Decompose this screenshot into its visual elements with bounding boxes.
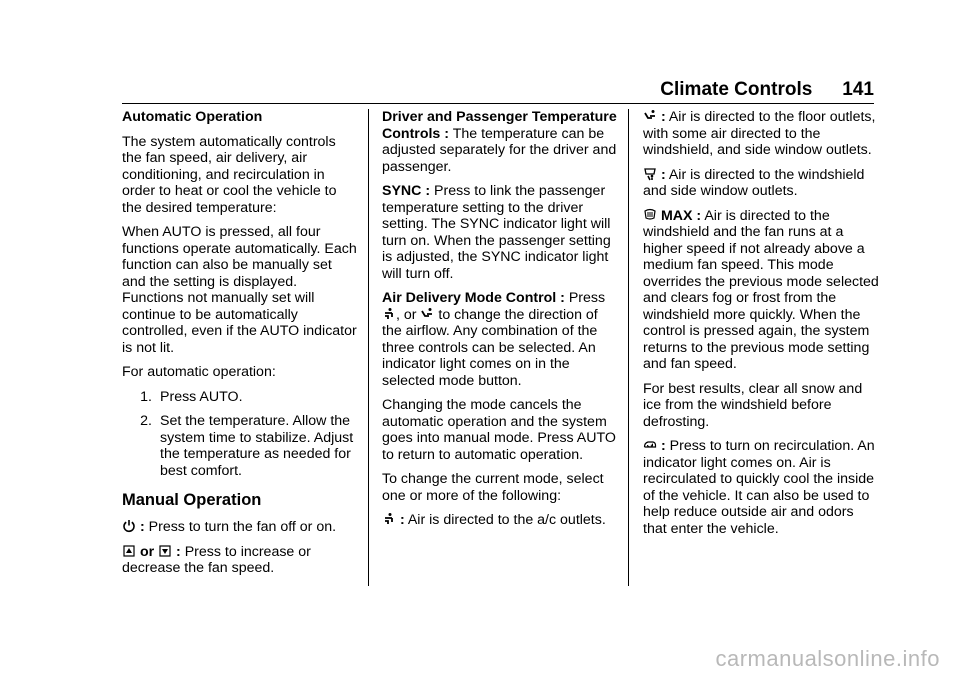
list-item: 2. Set the temperature. Allow the system time to stabilize. Adjust the temperature as needed for best comfort.: [140, 413, 354, 479]
floor-mode-icon: [420, 307, 434, 321]
vent-mode-icon: [382, 307, 396, 321]
column-2: [382, 109, 618, 537]
auto-steps-list: [122, 389, 358, 480]
temperature-controls-item: Driver and Passenger Temperature Controls : The temperature can be adjusted separately for the driver and passenger.: [382, 109, 617, 175]
air-delivery-mode-item: Air Delivery Mode Control : Press , or to change the direction of the airflow. Any combination of the three controls can be selected. An indicator light comes on in the selected mode button.: [382, 290, 606, 389]
fan-speed-item: or : Press to increase or decrease the fan speed.: [122, 543, 311, 576]
page-number: 141: [842, 79, 874, 100]
vent-mode-icon: [382, 512, 396, 526]
sync-item: SYNC : Press to link the passenger temperature setting to the driver setting. The SYNC indicator light will turn on. When the passenger setting is adjusted, the SYNC indicator light will turn off.: [382, 183, 611, 282]
power-icon: [122, 519, 136, 533]
recirculation-icon: [643, 438, 657, 452]
page-header: [660, 79, 874, 101]
list-item: 1. Press AUTO.: [140, 388, 243, 405]
auto-paragraph-1: The system automatically controls the fan speed, air delivery, air conditioning, and recirculation in order to heat or cool the vehicle to the desired temperature:: [122, 133, 337, 216]
snow-ice-note: For best results, clear all snow and ice from the windshield before defrosting.: [643, 380, 863, 430]
watermark: carmanualsonline.info: [715, 646, 940, 671]
fan-increase-icon: [122, 544, 136, 558]
section-title: Climate Controls: [660, 79, 813, 100]
recirculation-item: : Press to turn on recirculation. An indicator light comes on. Air is recirculated to quickly cool the inside of the vehicle. It can also be used to help reduce outside air and odors that enter the vehicle.: [643, 438, 875, 537]
floor-mode-icon: [643, 109, 657, 123]
automatic-operation-heading: Automatic Operation: [122, 109, 263, 125]
defrost-icon: [643, 208, 657, 222]
defog-item: : Air is directed to the windshield and side window outlets.: [643, 166, 865, 199]
floor-item: : Air is directed to the floor outlets, with some air directed to the windshield, and side window outlets.: [643, 109, 876, 158]
auto-paragraph-2: When AUTO is pressed, all four functions operate automatically. Each function can also be manually set and the setting is displayed. Functions not manually set will continue to be automatically controlled, even if the AUTO indicator is not lit.: [122, 224, 357, 356]
max-defrost-item: MAX : Air is directed to the windshield and the fan runs at a higher speed if not already above a medium fan speed. This mode overrides the previous mode selected and clears fog or frost from the windshield more quickly. When the control is pressed again, the system returns to the previous mode setting and fan speed.: [643, 207, 879, 372]
header-rule: [122, 103, 874, 104]
vent-item: : Air is directed to the a/c outlets.: [382, 512, 618, 529]
mode-paragraph-3: To change the current mode, select one or more of the following:: [382, 471, 604, 504]
auto-paragraph-3: For automatic operation:: [122, 364, 276, 380]
column-divider-2: [628, 109, 629, 586]
defog-mode-icon: [643, 167, 657, 181]
column-divider-1: [368, 109, 369, 586]
column-1: [122, 109, 358, 585]
mode-paragraph-2: Changing the mode cancels the automatic operation and the system goes into manual mode. Press AUTO to return to automatic operation.: [382, 397, 616, 463]
column-3: [643, 109, 879, 545]
fan-decrease-icon: [158, 544, 172, 558]
manual-operation-heading: Manual Operation: [122, 491, 262, 509]
fan-power-item: : Press to turn the fan off or on.: [122, 519, 358, 536]
